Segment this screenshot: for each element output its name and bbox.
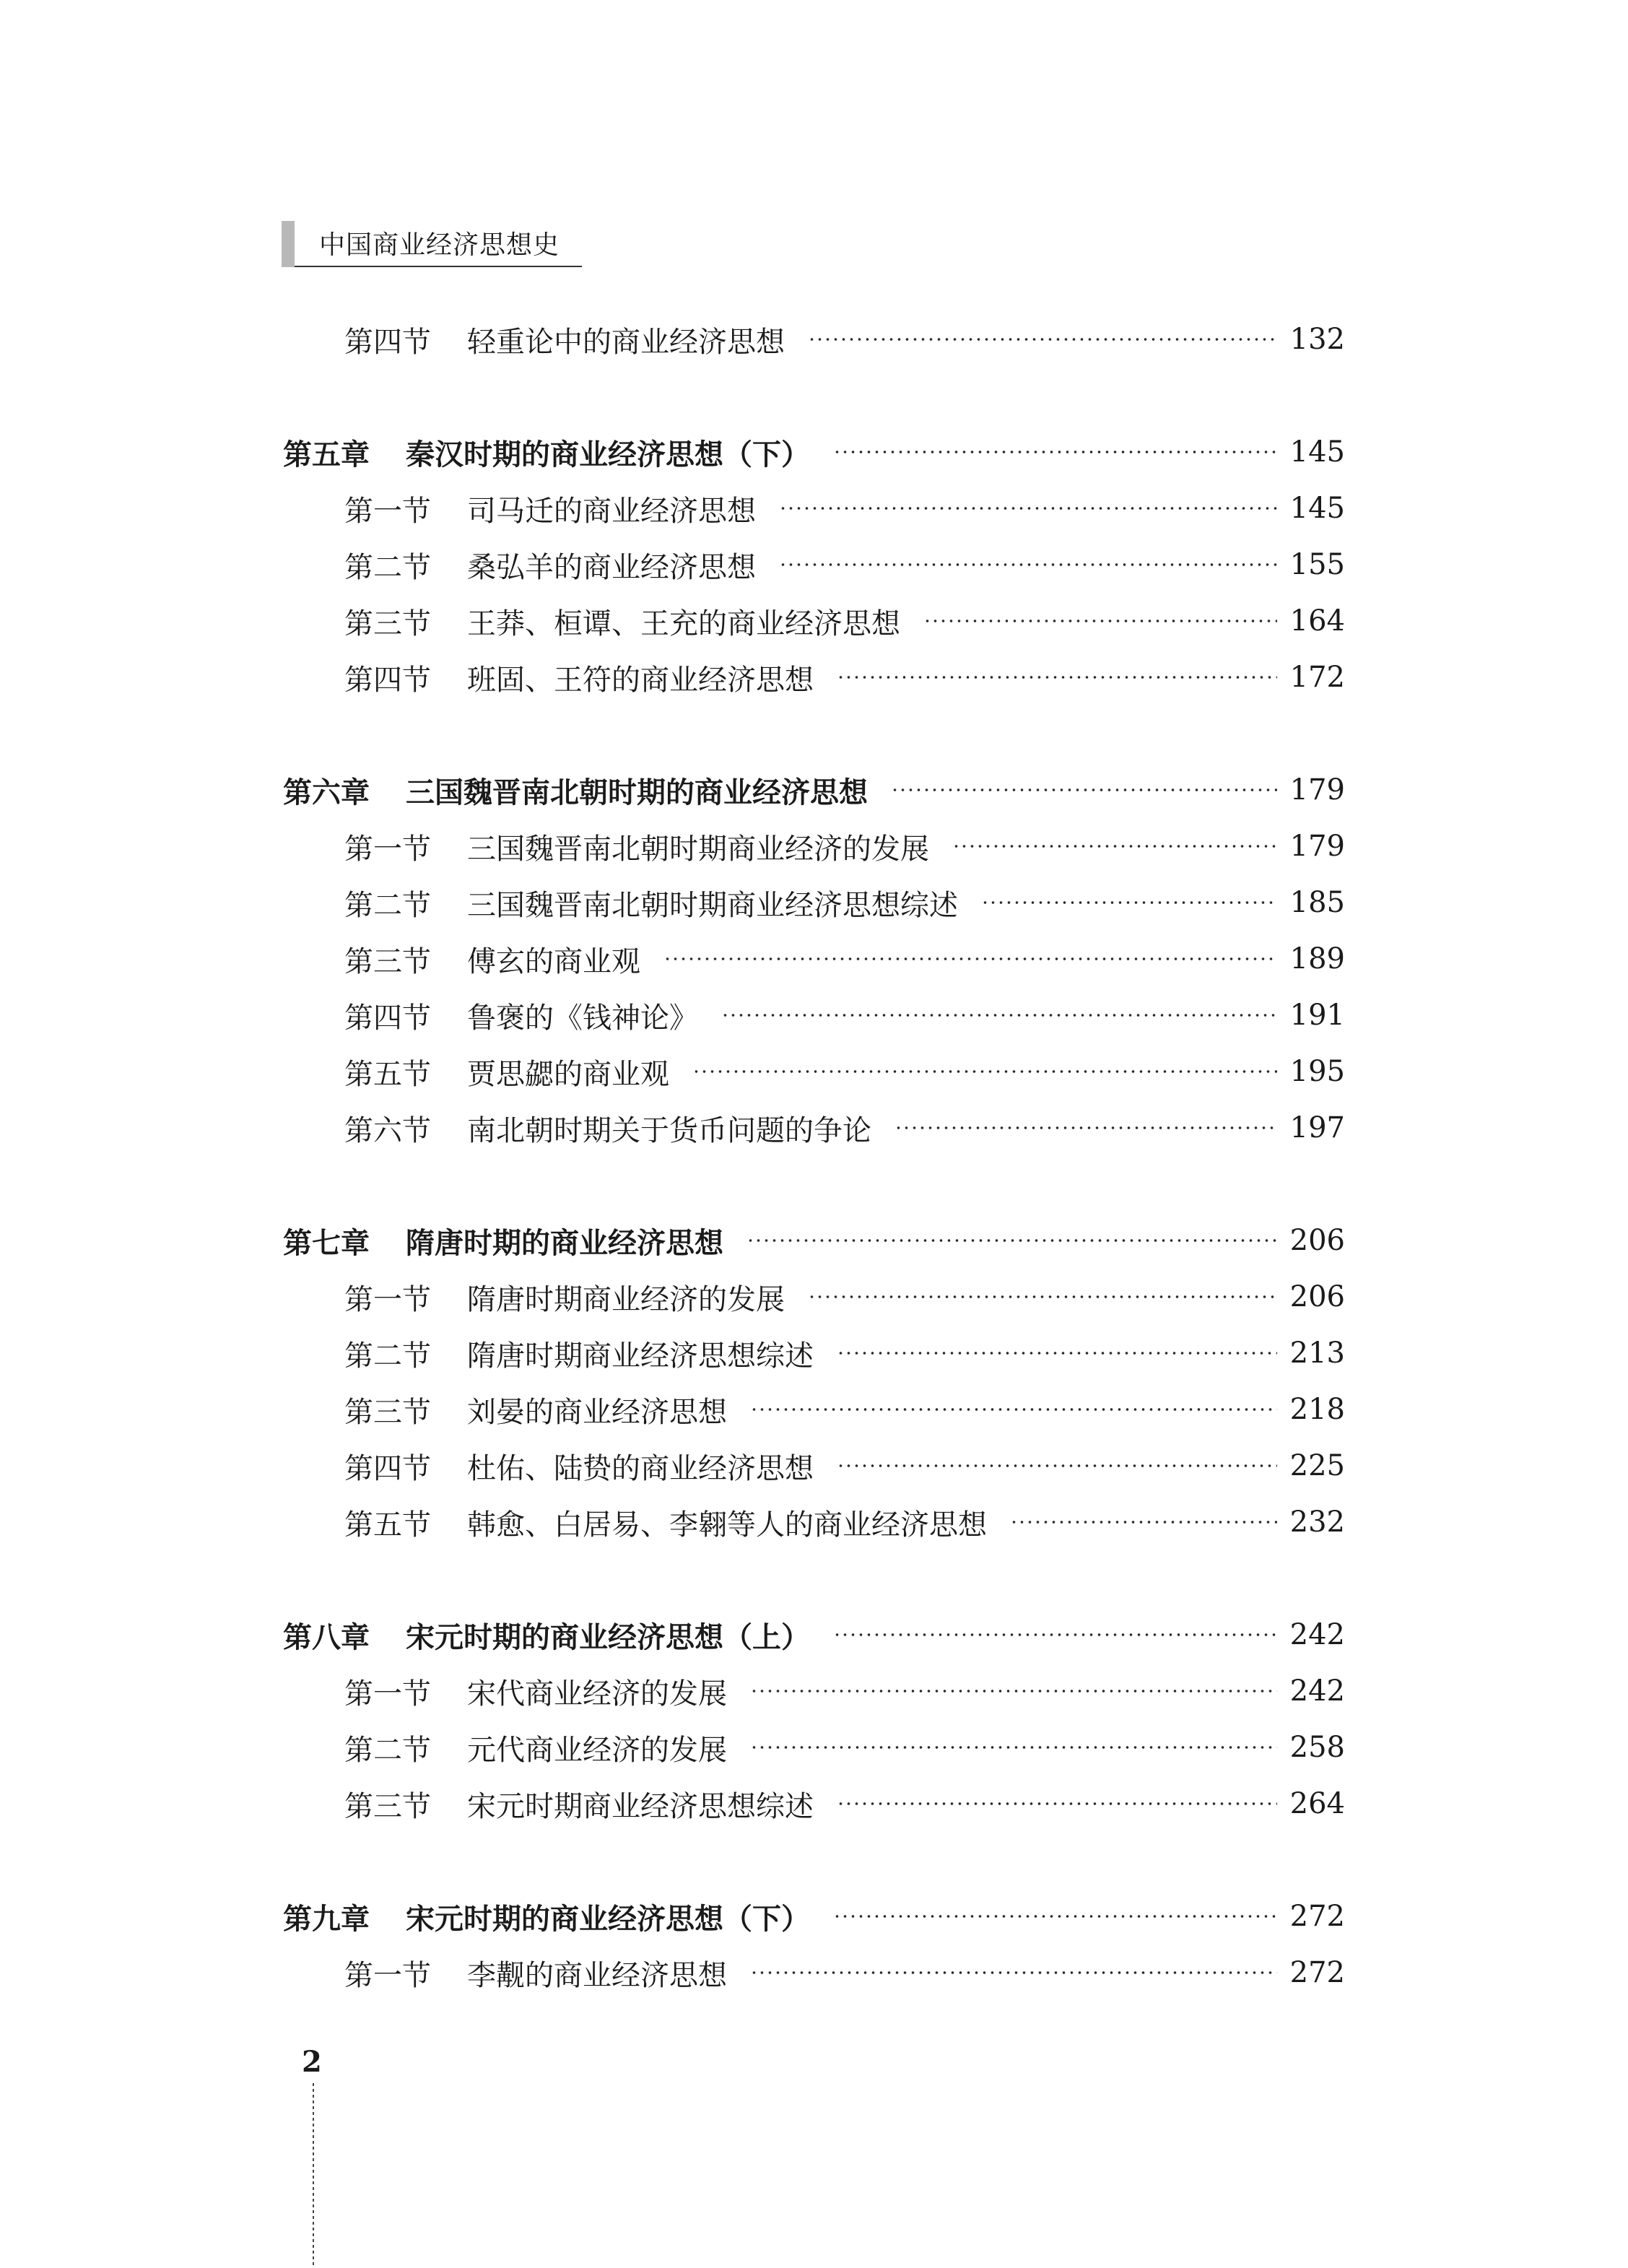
toc-entry-label: 第五章 [283, 437, 370, 472]
toc-entry-label: 第一节 [344, 494, 431, 528]
toc-entry-title: 秦汉时期的商业经济思想（下） [406, 437, 810, 472]
toc-chapter-entry[interactable] [283, 1219, 1345, 1262]
toc-dot-leader [833, 1633, 1277, 1636]
toc-page-number: 189 [1289, 942, 1345, 976]
toc-entry-title: 宋元时期的商业经济思想（上） [406, 1620, 810, 1654]
toc-entry-label: 第二节 [344, 888, 431, 922]
toc-entry-title: 三国魏晋南北朝时期商业经济思想综述 [467, 888, 958, 922]
toc-page-number: 191 [1289, 999, 1345, 1032]
toc-page-number: 195 [1289, 1055, 1345, 1088]
toc-entry-title: 贾思勰的商业观 [467, 1057, 669, 1091]
toc-page-number: 179 [1289, 773, 1345, 807]
toc-entry-title: 三国魏晋南北朝时期商业经济的发展 [467, 832, 929, 866]
toc-entry-label: 第九章 [283, 1901, 370, 1936]
toc-entry-label: 第一节 [344, 1677, 431, 1711]
toc-page-number: 272 [1289, 1900, 1345, 1933]
toc-dot-leader [894, 1126, 1277, 1129]
page-margin-dotted-line [313, 2083, 314, 2268]
toc-entry-label: 第七章 [283, 1225, 370, 1260]
toc-section-entry[interactable] [344, 994, 1345, 1037]
toc-section-entry[interactable] [344, 543, 1345, 586]
toc-section-entry[interactable] [344, 1782, 1345, 1825]
toc-section-entry[interactable] [344, 1444, 1345, 1487]
toc-entry-label: 第六章 [283, 775, 370, 809]
toc-entry-title: 隋唐时期商业经济思想综述 [467, 1339, 814, 1373]
toc-entry-label: 第五节 [344, 1508, 431, 1542]
toc-page-number: 218 [1289, 1393, 1345, 1426]
toc-entry-title: 南北朝时期关于货币问题的争论 [467, 1113, 871, 1147]
toc-entry-title: 杜佑、陆贽的商业经济思想 [467, 1451, 814, 1485]
toc-entry-label: 第一节 [344, 832, 431, 866]
toc-entry-label: 第四节 [344, 325, 431, 359]
toc-section-entry[interactable] [344, 656, 1345, 699]
toc-dot-leader [923, 620, 1277, 622]
toc-section-entry[interactable] [344, 1500, 1345, 1544]
toc-page-number: 145 [1289, 492, 1345, 525]
toc-dot-leader [952, 845, 1277, 848]
toc-entry-title: 傅玄的商业观 [467, 944, 640, 978]
toc-entry-title: 李觏的商业经济思想 [467, 1958, 727, 1992]
toc-entry-title: 鲁褒的《钱神论》 [467, 1001, 698, 1035]
toc-page-number: 258 [1289, 1731, 1345, 1764]
toc-dot-leader [837, 1802, 1277, 1805]
toc-page-number: 272 [1289, 1956, 1345, 1989]
toc-entry-label: 第三节 [344, 944, 431, 978]
toc-dot-leader [808, 338, 1277, 341]
toc-entry-title: 刘晏的商业经济思想 [467, 1395, 727, 1429]
toc-page-number: 242 [1289, 1674, 1345, 1708]
toc-page-number: 185 [1289, 886, 1345, 919]
toc-section-entry[interactable] [344, 937, 1345, 981]
toc-section-entry[interactable] [344, 825, 1345, 868]
toc-dot-leader [721, 1014, 1277, 1017]
toc-entry-label: 第六节 [344, 1113, 431, 1147]
toc-chapter-entry[interactable] [283, 768, 1345, 812]
toc-dot-leader [779, 507, 1277, 510]
toc-entry-label: 第三节 [344, 607, 431, 640]
toc-dot-leader [837, 1352, 1277, 1355]
toc-entry-label: 第四节 [344, 1451, 431, 1485]
toc-page-number: 232 [1289, 1506, 1345, 1539]
toc-entry-title: 韩愈、白居易、李翱等人的商业经济思想 [467, 1508, 987, 1542]
toc-entry-title: 班固、王符的商业经济思想 [467, 663, 814, 697]
toc-dot-leader [663, 957, 1277, 960]
toc-page-number: 197 [1289, 1111, 1345, 1144]
toc-entry-title: 轻重论中的商业经济思想 [467, 325, 785, 359]
toc-entry-label: 第四节 [344, 1001, 431, 1035]
toc-entry-title: 隋唐时期商业经济的发展 [467, 1282, 785, 1316]
toc-chapter-entry[interactable] [283, 1895, 1345, 1938]
toc-section-entry[interactable] [344, 599, 1345, 643]
toc-section-entry[interactable] [344, 881, 1345, 924]
toc-page-number: 206 [1289, 1280, 1345, 1313]
toc-entry-label: 第三节 [344, 1789, 431, 1823]
toc-section-entry[interactable] [344, 1726, 1345, 1769]
toc-dot-leader [837, 1464, 1277, 1467]
toc-page-number: 242 [1289, 1618, 1345, 1651]
toc-page-number: 155 [1289, 548, 1345, 581]
toc-section-entry[interactable] [344, 1106, 1345, 1150]
toc-entry-label: 第五节 [344, 1057, 431, 1091]
toc-dot-leader [750, 1408, 1277, 1411]
toc-entry-title: 隋唐时期的商业经济思想 [406, 1225, 723, 1260]
toc-page-number: 179 [1289, 830, 1345, 863]
toc-entry-title: 宋代商业经济的发展 [467, 1677, 727, 1711]
toc-dot-leader [891, 788, 1277, 791]
toc-page-number: 225 [1289, 1449, 1345, 1482]
toc-entry-title: 桑弘羊的商业经济思想 [467, 550, 756, 584]
toc-dot-leader [808, 1295, 1277, 1298]
toc-dot-leader [692, 1070, 1277, 1073]
toc-section-entry[interactable] [344, 1388, 1345, 1431]
toc-entry-title: 宋元时期商业经济思想综述 [467, 1789, 814, 1823]
toc-dot-leader [779, 563, 1277, 566]
toc-dot-leader [750, 1746, 1277, 1749]
toc-section-entry[interactable] [344, 1951, 1345, 1994]
toc-chapter-entry[interactable] [283, 1613, 1345, 1656]
toc-dot-leader [833, 1915, 1277, 1918]
toc-section-entry[interactable] [344, 1669, 1345, 1713]
toc-dot-leader [833, 451, 1277, 453]
toc-section-entry[interactable] [344, 1050, 1345, 1093]
page-number: 2 [302, 2045, 322, 2079]
book-title: 中国商业经济思想史 [319, 230, 560, 260]
toc-entry-label: 第二节 [344, 550, 431, 584]
toc-page-number: 132 [1289, 323, 1345, 356]
toc-page-number: 172 [1289, 661, 1345, 694]
toc-entry-label: 第三节 [344, 1395, 431, 1429]
toc-entry-label: 第一节 [344, 1282, 431, 1316]
toc-entry-title: 宋元时期的商业经济思想（下） [406, 1901, 810, 1936]
toc-section-entry[interactable] [344, 1331, 1345, 1375]
toc-dot-leader [837, 676, 1277, 679]
toc-entry-title: 三国魏晋南北朝时期的商业经济思想 [406, 775, 868, 809]
toc-dot-leader [750, 1690, 1277, 1693]
toc-dot-leader [746, 1239, 1277, 1242]
toc-page-number: 145 [1289, 435, 1345, 469]
toc-entry-label: 第八章 [283, 1620, 370, 1654]
toc-page-number: 206 [1289, 1224, 1345, 1257]
toc-entry-label: 第四节 [344, 663, 431, 697]
toc-dot-leader [1010, 1521, 1277, 1524]
toc-entry-title: 元代商业经济的发展 [467, 1733, 727, 1767]
toc-section-entry[interactable] [344, 1275, 1345, 1318]
toc-section-entry[interactable] [344, 318, 1345, 361]
toc-section-entry[interactable] [344, 487, 1345, 530]
toc-chapter-entry[interactable] [283, 430, 1345, 474]
toc-page-number: 264 [1289, 1787, 1345, 1820]
toc-dot-leader [750, 1971, 1277, 1974]
toc-entry-title: 王莽、桓谭、王充的商业经济思想 [467, 607, 900, 640]
toc-entry-label: 第二节 [344, 1339, 431, 1373]
toc-entry-label: 第一节 [344, 1958, 431, 1992]
toc-entry-title: 司马迁的商业经济思想 [467, 494, 756, 528]
toc-dot-leader [981, 901, 1277, 904]
toc-entry-label: 第二节 [344, 1733, 431, 1767]
toc-page-number: 213 [1289, 1337, 1345, 1370]
toc-page-number: 164 [1289, 604, 1345, 638]
